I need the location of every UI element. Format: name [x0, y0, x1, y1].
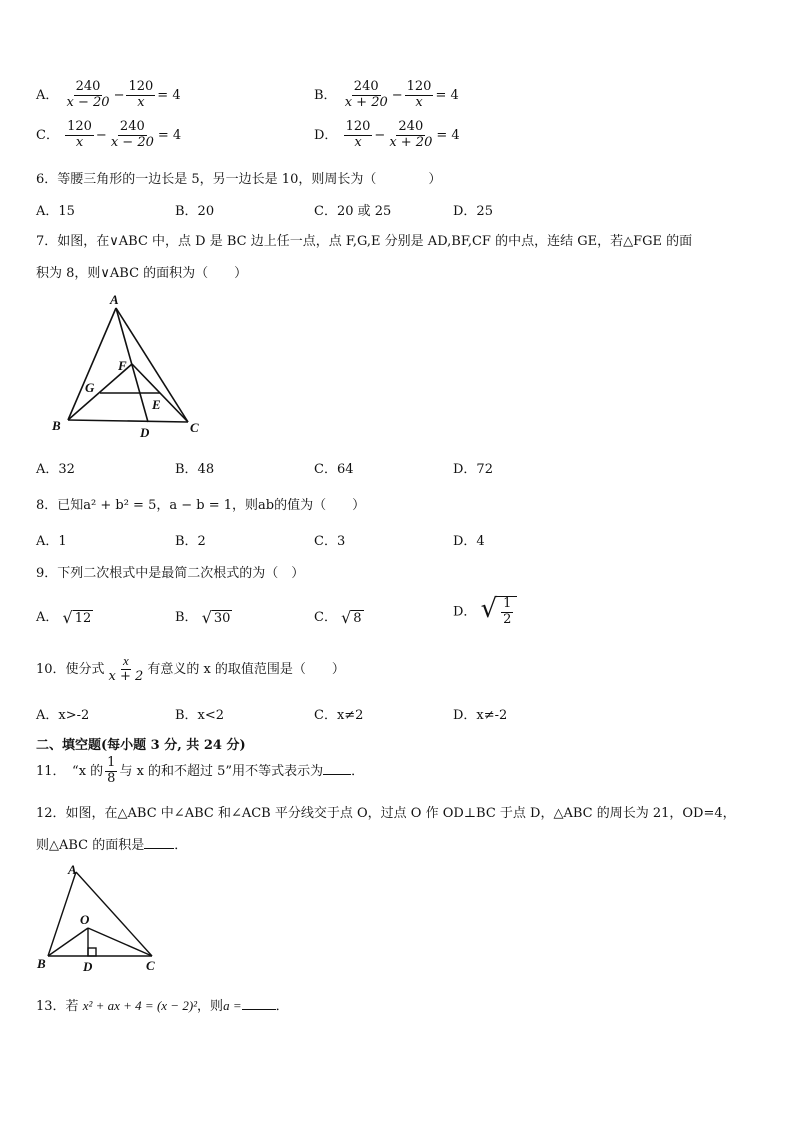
sqrt-symbol: √ 12 — [62, 607, 92, 627]
fraction: $\frac{240}{x - 20}$ — [110, 119, 154, 150]
q10-option-d[interactable]: D．x≠-2 — [453, 708, 508, 723]
answer-blank[interactable] — [323, 762, 351, 775]
answer-blank[interactable] — [242, 997, 276, 1010]
fraction: $\frac{120}{x}$ — [345, 119, 371, 150]
q12-triangle-figure — [34, 862, 164, 977]
question-8: 8．已知a² + b² = 5，a − b = 1，则ab的值为（ ） — [36, 498, 366, 513]
question-12-line2: 则△ABC 的面积是 ． — [36, 838, 188, 853]
q6-option-b[interactable]: B．20 — [175, 204, 215, 219]
question-13: 13．若 x² + ax + 4 = (x − 2)²，则a = ． — [36, 998, 289, 1014]
label-b: B — [52, 418, 61, 433]
q7-option-a[interactable]: A．32 — [36, 462, 75, 477]
q10-option-a[interactable]: A．x>-2 — [36, 708, 90, 723]
q8-option-b[interactable]: B．2 — [175, 534, 206, 549]
q6-option-a[interactable]: A．15 — [36, 204, 75, 219]
fraction: $\frac{1}{8}$ — [107, 755, 116, 786]
question-12-line1: 12．如图，在△ABC 中∠ABC 和∠ACB 平分线交于点 O，过点 O 作 OD⊥BC 于点 D，△ABC 的周长为 21，OD=4， — [36, 806, 736, 821]
label-c: C — [146, 958, 155, 973]
sqrt-symbol: √ 8 — [341, 607, 362, 627]
q8-option-a[interactable]: A．1 — [36, 534, 67, 549]
q9-option-a[interactable]: A． √ 12 — [36, 607, 92, 627]
q7-option-d[interactable]: D．72 — [453, 462, 493, 477]
question-9: 9．下列二次根式中是最简二次根式的为（ ） — [36, 566, 305, 581]
q5-option-c[interactable]: C． $\frac{120}{x}$ − $\frac{240}{x - 20}$ = 4 — [36, 119, 182, 150]
label-a: A — [68, 862, 77, 877]
label-b: B — [37, 956, 46, 971]
fraction: $\frac{120}{x}$ — [67, 119, 92, 150]
fraction: $\frac{120}{x}$ — [406, 79, 432, 110]
question-6: 6．等腰三角形的一边长是 5，另一边长是 10，则周长为（ ） — [36, 172, 442, 187]
question-7-line1: 7．如图，在∨ABC 中，点 D 是 BC 边上任一点，点 F,G,E 分别是 AD,BF,CF 的中点，连结 GE，若△FGE 的面 — [36, 234, 693, 249]
q5-option-a[interactable]: A． $\frac{240}{x - 20}$ − $\frac{120}{x}$ = 4 — [36, 79, 181, 110]
q5-option-b[interactable]: B． $\frac{240}{x + 20}$ − $\frac{120}{x}$ = 4 — [314, 79, 459, 110]
answer-blank[interactable] — [144, 836, 174, 849]
q9-option-c[interactable]: C． √ 8 — [314, 607, 362, 627]
q9-option-d[interactable]: D． √ $\frac{1}{2}$ — [453, 596, 517, 628]
q8-option-d[interactable]: D．4 — [453, 534, 485, 549]
question-11: 11． “x 的 $\frac{1}{8}$ 与 x 的和不超过 5”用不等式表示为 ． — [36, 755, 365, 786]
fraction: $\frac{240}{x - 20}$ — [66, 79, 110, 110]
q7-triangle-figure — [48, 292, 208, 442]
q7-option-b[interactable]: B．48 — [175, 462, 215, 477]
label-f: F — [118, 358, 127, 373]
sqrt-symbol: √ 30 — [201, 607, 231, 627]
q10-option-c[interactable]: C．x≠2 — [314, 708, 364, 723]
label-e: E — [152, 397, 161, 412]
q6-option-c[interactable]: C．20 或 25 — [314, 204, 392, 219]
fraction: $\frac{240}{x + 20}$ — [344, 79, 388, 110]
question-7-line2: 积为 8，则∨ABC 的面积为（ ） — [36, 266, 248, 281]
label-o: O — [80, 912, 90, 927]
fraction: $\frac{x}{x + 2}$ — [108, 653, 144, 684]
question-10: 10．使分式 $\frac{x}{x + 2}$ 有意义的 x 的取值范围是（ ） — [36, 653, 345, 684]
q9-option-b[interactable]: B． √ 30 — [175, 607, 231, 627]
label-d: D — [140, 425, 150, 440]
q5-option-d[interactable]: D． $\frac{120}{x}$ − $\frac{240}{x + 20}$ = 4 — [314, 119, 460, 150]
q6-option-d[interactable]: D．25 — [453, 204, 493, 219]
sqrt-symbol: √ $\frac{1}{2}$ — [481, 596, 518, 628]
q7-option-c[interactable]: C．64 — [314, 462, 354, 477]
label-c: C — [190, 420, 199, 435]
q8-option-c[interactable]: C．3 — [314, 534, 346, 549]
section-heading: 二、填空题(每小题 3 分, 共 24 分) — [36, 738, 246, 753]
label-d: D — [83, 959, 93, 974]
label-a: A — [110, 292, 119, 307]
fraction: $\frac{120}{x}$ — [128, 79, 154, 110]
fraction: $\frac{240}{x + 20}$ — [389, 119, 433, 150]
q10-option-b[interactable]: B．x<2 — [175, 708, 225, 723]
label-g: G — [85, 380, 95, 395]
